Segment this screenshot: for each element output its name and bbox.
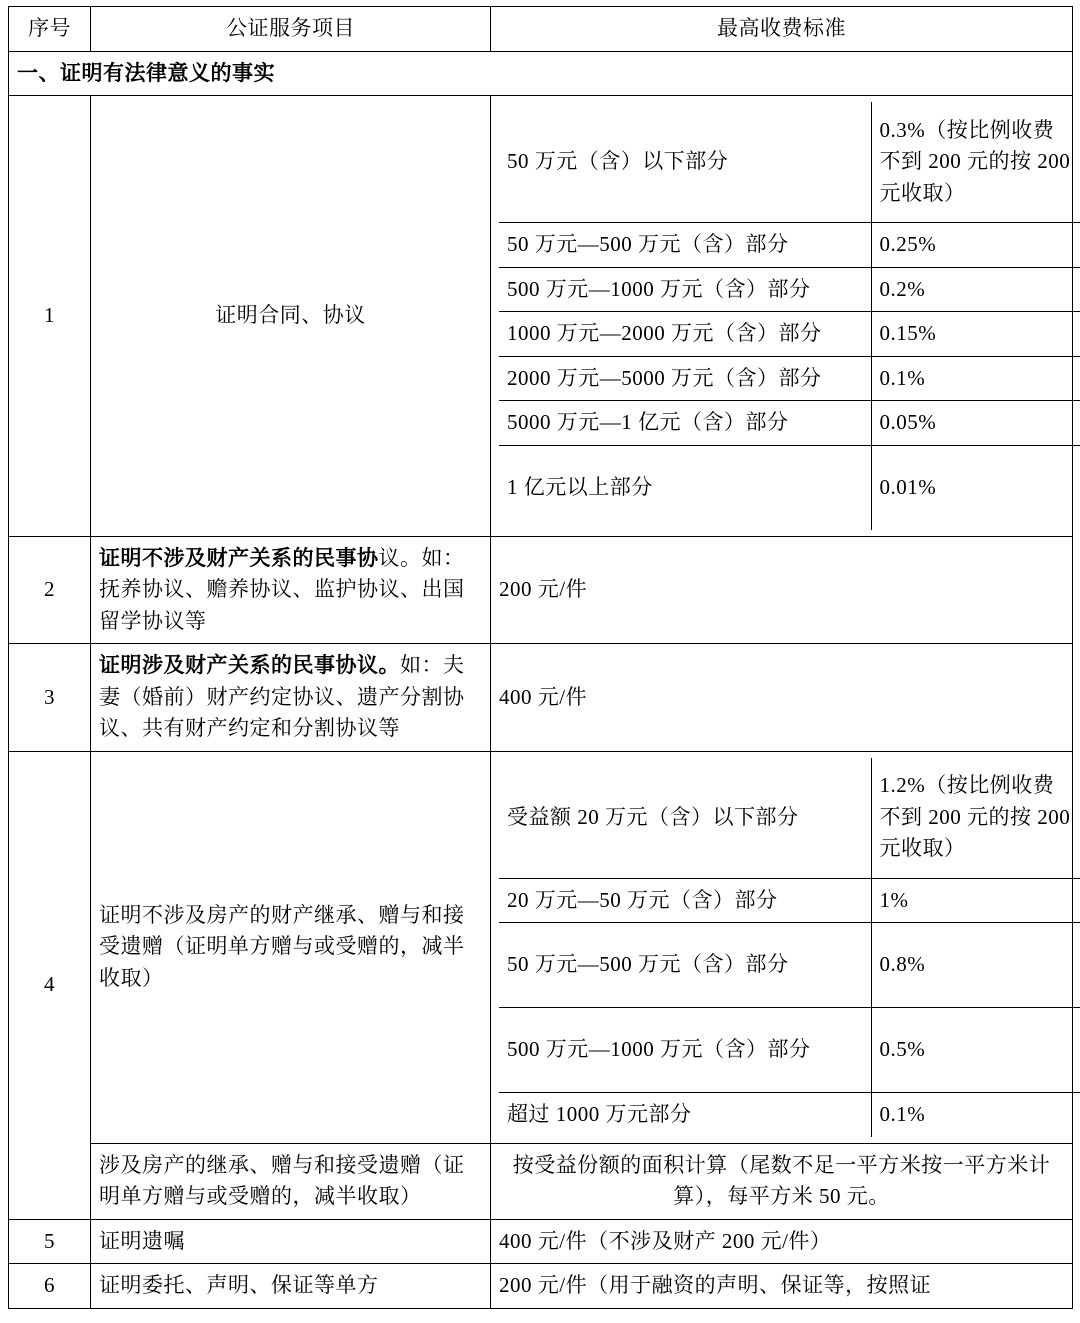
row-item xyxy=(91,536,491,644)
row-fee: 200 元/件 xyxy=(491,536,1073,644)
row-item-rest: 议。如：抚养协议、赡养协议、监护协议、出国留学协议等 xyxy=(99,545,465,633)
row-sub-item: 涉及房产的继承、赠与和接受遗赠（证明单方赠与或受赠的，减半收取） xyxy=(91,1143,491,1219)
tier-row xyxy=(499,923,1080,1008)
tier-desc: 50 万元（含）以下部分 xyxy=(499,102,871,223)
tier-rate: 0.1% xyxy=(871,1093,1080,1137)
tier-row xyxy=(499,1093,1080,1137)
table-header-row xyxy=(9,7,1073,52)
tier-rate: 0.3%（按比例收费不到 200 元的按 200 元收取） xyxy=(871,102,1080,223)
tier-desc: 5000 万元—1 亿元（含）部分 xyxy=(499,401,871,446)
tier-rate: 1.2%（按比例收费不到 200 元的按 200 元收取） xyxy=(871,758,1080,879)
tier-desc: 50 万元—500 万元（含）部分 xyxy=(499,223,871,268)
tier-desc: 超过 1000 万元部分 xyxy=(499,1093,871,1137)
header-item: 公证服务项目 xyxy=(91,7,491,52)
row-item: 证明合同、协议 xyxy=(91,96,491,537)
tier-rate: 0.25% xyxy=(871,223,1080,268)
row-item: 证明遗嘱 xyxy=(91,1219,491,1264)
tier-desc: 500 万元—1000 万元（含）部分 xyxy=(499,267,871,312)
tier-row xyxy=(499,401,1080,446)
tier-rate: 0.8% xyxy=(871,923,1080,1008)
tier-rate: 0.01% xyxy=(871,445,1080,530)
tier-row xyxy=(499,312,1080,357)
row-item: 证明委托、声明、保证等单方 xyxy=(91,1264,491,1309)
row-item xyxy=(91,644,491,752)
table-row xyxy=(9,644,1073,752)
header-fee: 最高收费标准 xyxy=(491,7,1073,52)
table-row xyxy=(9,751,1073,1143)
table-row xyxy=(9,1219,1073,1264)
tier-rate: 0.1% xyxy=(871,356,1080,401)
tier-row xyxy=(499,1008,1080,1093)
tier-row xyxy=(499,223,1080,268)
section-title: 一、证明有法律意义的事实 xyxy=(9,51,1073,96)
tier-desc: 1 亿元以上部分 xyxy=(499,445,871,530)
row-fee-tiers xyxy=(491,751,1073,1143)
row-seq: 2 xyxy=(9,536,91,644)
tier-rate: 0.2% xyxy=(871,267,1080,312)
table-row xyxy=(9,1143,1073,1219)
tier-row xyxy=(499,102,1080,223)
row-fee: 200 元/件（用于融资的声明、保证等，按照证 xyxy=(491,1264,1073,1309)
row-item-bold: 证明不涉及财产关系的民事协 xyxy=(99,545,379,570)
tier-rate: 0.5% xyxy=(871,1008,1080,1093)
row-seq: 4 xyxy=(9,751,91,1219)
table-row xyxy=(9,96,1073,537)
row-fee: 400 元/件（不涉及财产 200 元/件） xyxy=(491,1219,1073,1264)
tier-desc: 20 万元—50 万元（含）部分 xyxy=(499,878,871,923)
row-item-bold: 证明涉及财产关系的民事协议。 xyxy=(99,653,400,677)
table-row xyxy=(9,536,1073,644)
tier-desc: 受益额 20 万元（含）以下部分 xyxy=(499,758,871,879)
tier-rate: 0.05% xyxy=(871,401,1080,446)
fee-table xyxy=(8,6,1073,1309)
tier-desc: 50 万元—500 万元（含）部分 xyxy=(499,923,871,1008)
tier-desc: 500 万元—1000 万元（含）部分 xyxy=(499,1008,871,1093)
row-item-rest: 如：夫妻（婚前）财产约定协议、遗产分割协议、共有财产约定和分割协议等 xyxy=(99,653,465,740)
row-item: 证明不涉及房产的财产继承、赠与和接受遗赠（证明单方赠与或受赠的，减半收取） xyxy=(91,751,491,1143)
row-fee-tiers xyxy=(491,96,1073,537)
tier-row xyxy=(499,445,1080,530)
tier-row xyxy=(499,267,1080,312)
header-seq: 序号 xyxy=(9,7,91,52)
row-seq: 6 xyxy=(9,1264,91,1309)
row-sub-fee: 按受益份额的面积计算（尾数不足一平方米按一平方米计算），每平方米 50 元。 xyxy=(491,1143,1073,1219)
section-title-row xyxy=(9,51,1073,96)
tier-rate: 0.15% xyxy=(871,312,1080,357)
tier-rate: 1% xyxy=(871,878,1080,923)
table-row xyxy=(9,1264,1073,1309)
row-seq: 1 xyxy=(9,96,91,537)
tier-row xyxy=(499,758,1080,879)
row-fee: 400 元/件 xyxy=(491,644,1073,752)
tier-table xyxy=(499,758,1080,1137)
tier-desc: 1000 万元—2000 万元（含）部分 xyxy=(499,312,871,357)
row-seq: 5 xyxy=(9,1219,91,1264)
tier-row xyxy=(499,356,1080,401)
tier-desc: 2000 万元—5000 万元（含）部分 xyxy=(499,356,871,401)
tier-table xyxy=(499,102,1080,530)
row-seq: 3 xyxy=(9,644,91,752)
tier-row xyxy=(499,878,1080,923)
